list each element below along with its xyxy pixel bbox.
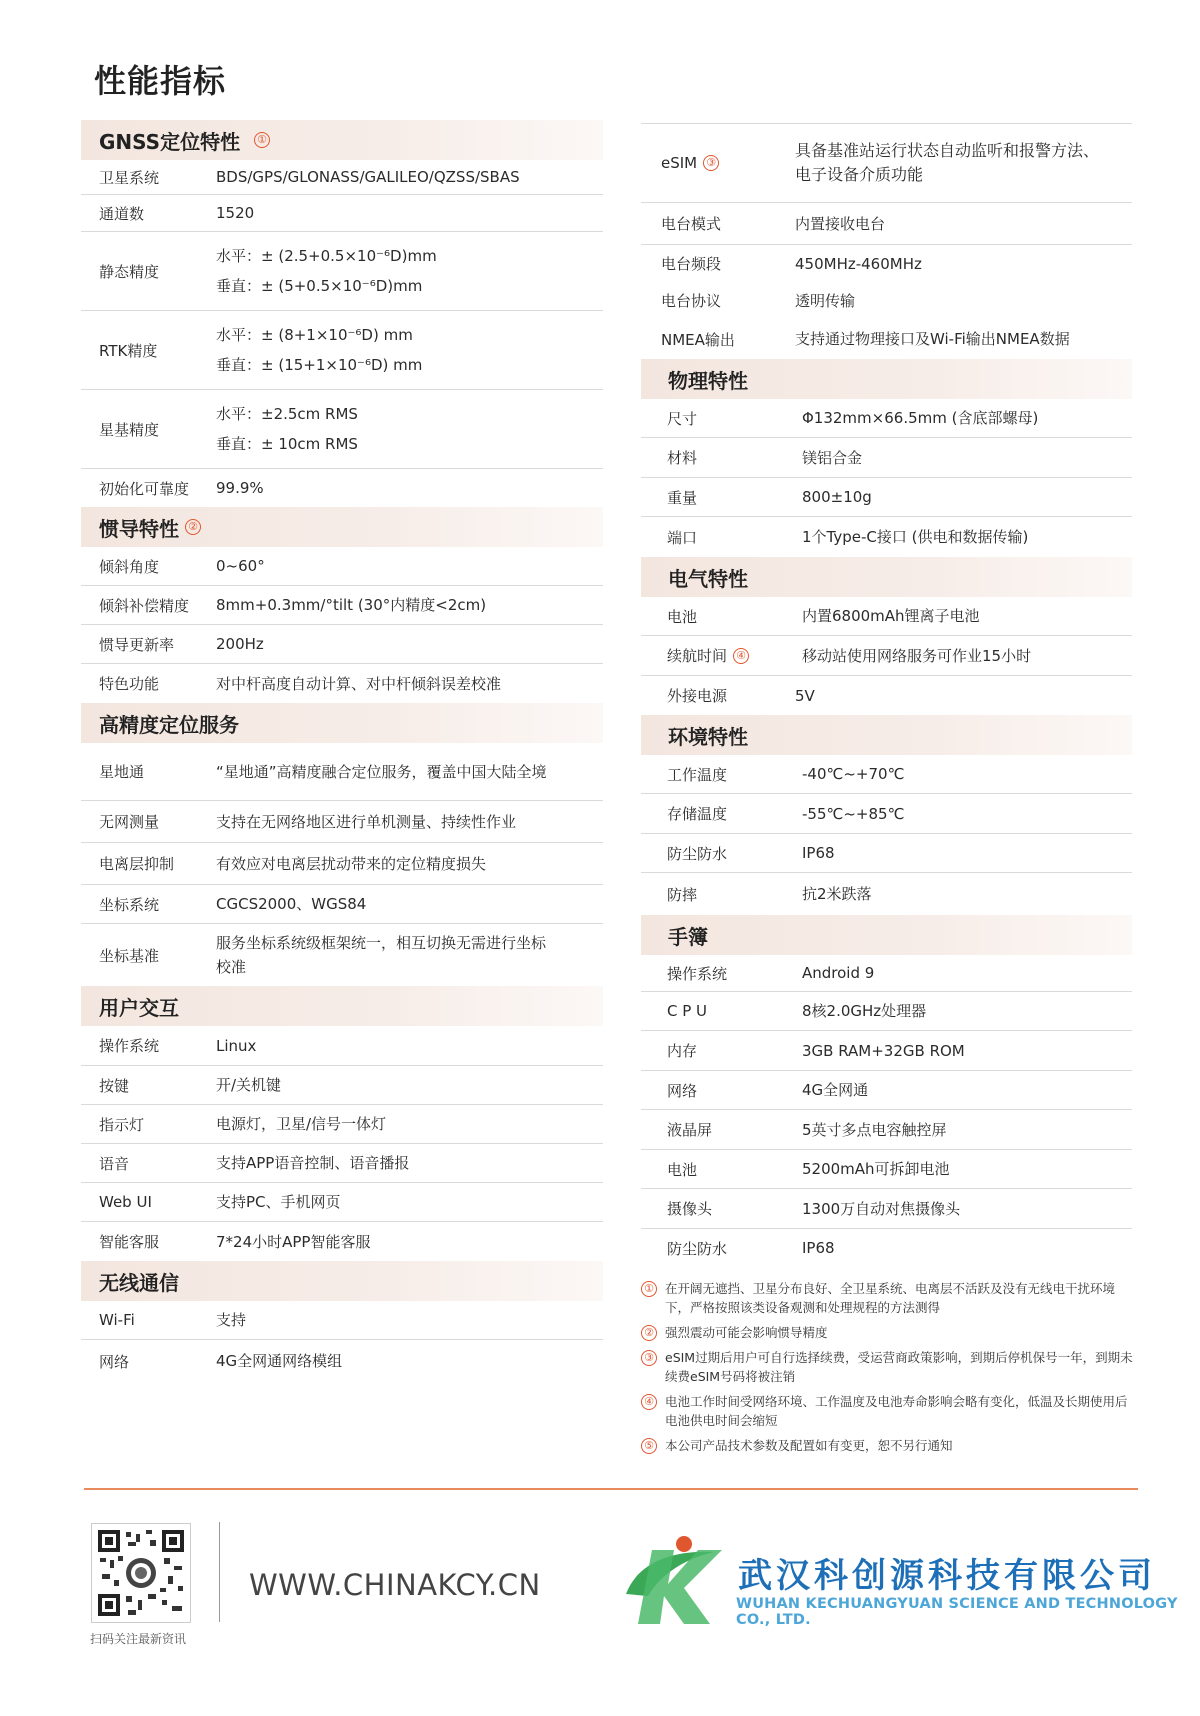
spec-value: 7*24小时APP智能客服 <box>216 1232 371 1251</box>
spec-row <box>641 399 1132 438</box>
spec-label: 按键 <box>99 1076 130 1095</box>
spec-row <box>641 794 1132 834</box>
spec-value: 0~60° <box>216 557 265 575</box>
spec-value: Φ132mm×66.5mm (含底部螺母) <box>802 409 1039 427</box>
spec-value: 1520 <box>216 204 255 222</box>
spec-label: 端口 <box>667 528 698 547</box>
spec-value <box>216 399 596 459</box>
spec-row <box>81 1105 603 1144</box>
section-physical <box>641 359 1132 399</box>
company-name-en: WUHAN KECHUANGYUAN SCIENCE AND TECHNOLOGY CO., LTD. <box>736 1596 1178 1628</box>
spec-value <box>216 320 596 380</box>
spec-label: 操作系统 <box>99 1037 160 1055</box>
spec-row <box>81 1301 603 1340</box>
section-title: 环境特性 <box>668 724 748 749</box>
spec-label: Web UI <box>99 1193 152 1211</box>
spec-value: IP68 <box>802 1239 835 1257</box>
spec-row <box>641 955 1132 992</box>
footnote-text: 强烈震动可能会影响惯导精度 <box>665 1325 828 1340</box>
spec-label: 坐标系统 <box>99 895 160 914</box>
spec-value: 支持在无网络地区进行单机测量、持续性作业 <box>216 812 517 831</box>
spec-label <box>641 645 802 666</box>
spec-row <box>641 1189 1132 1229</box>
spec-label: 通道数 <box>99 204 145 223</box>
spec-label: 倾斜角度 <box>99 557 160 576</box>
spec-row <box>641 124 1132 203</box>
section-wireless <box>81 1261 603 1301</box>
left-spec-column <box>81 120 603 1382</box>
spec-value: 有效应对电离层扰动带来的定位精度损失 <box>216 854 487 873</box>
spec-value-line: 垂直：± (5+0.5×10⁻⁶D)mm <box>216 277 423 295</box>
spec-row <box>81 924 603 986</box>
spec-label: RTK精度 <box>99 341 158 360</box>
spec-label <box>641 154 795 172</box>
spec-value: 电源灯，卫星/信号一体灯 <box>216 1115 387 1133</box>
footnote-marker: ③ <box>703 155 719 171</box>
spec-value: 内置6800mAh锂离子电池 <box>802 607 980 625</box>
spec-label: 网络 <box>99 1352 130 1371</box>
spec-value: 服务坐标系统级框架统一，相互切换无需进行坐标校准 <box>216 934 547 976</box>
spec-value-line: 水平：± (2.5+0.5×10⁻⁶D)mm <box>216 247 437 265</box>
spec-row <box>81 311 603 390</box>
spec-value: 镁铝合金 <box>802 448 863 467</box>
spec-label: 液晶屏 <box>667 1121 713 1139</box>
spec-value: 1个Type-C接口 (供电和数据传输) <box>802 528 1029 546</box>
spec-label: 卫星系统 <box>99 168 160 187</box>
spec-value: 200Hz <box>216 635 264 653</box>
spec-value: 抗2米跌落 <box>802 885 872 903</box>
spec-label: 惯导更新率 <box>99 635 175 654</box>
footnote <box>641 1392 1136 1430</box>
spec-row <box>641 676 1132 715</box>
spec-value: 5英寸多点电容触控屏 <box>802 1120 947 1139</box>
spec-value: 对中杆高度自动计算、对中杆倾斜误差校准 <box>216 674 502 693</box>
qr-code-graphic <box>98 1530 184 1616</box>
spec-label: 指示灯 <box>99 1115 145 1134</box>
spec-label: 电台协议 <box>661 292 722 310</box>
spec-value: 1300万自动对焦摄像头 <box>802 1199 961 1218</box>
spec-row <box>641 319 1132 359</box>
spec-row <box>81 586 603 625</box>
footnote-text: eSIM过期后用户可自行选择续费，受运营商政策影响，到期后停机保号一年，到期未续费eSIM号码将被注销 <box>665 1350 1133 1384</box>
footnote-marker: ① <box>254 132 270 148</box>
spec-label: 存储温度 <box>667 805 728 823</box>
spec-value-line: 水平：± (8+1×10⁻⁶D) mm <box>216 326 413 344</box>
section-title: 用户交互 <box>99 995 179 1020</box>
section-title: 无线通信 <box>99 1270 179 1295</box>
right-spec-column <box>641 123 1132 1267</box>
spec-row <box>81 547 603 586</box>
footnote-marker: ④ <box>733 648 749 664</box>
spec-value: 透明传输 <box>795 291 856 310</box>
spec-row <box>81 885 603 924</box>
spec-label: 摄像头 <box>667 1200 713 1218</box>
footnote-number: ② <box>641 1325 657 1341</box>
spec-row <box>641 1071 1132 1110</box>
spec-row <box>641 517 1132 557</box>
spec-row <box>641 1150 1132 1189</box>
section-title: 高精度定位服务 <box>99 712 239 737</box>
spec-label: 尺寸 <box>667 409 698 428</box>
spec-label: 内存 <box>667 1042 698 1060</box>
spec-label: 星地通 <box>99 763 145 781</box>
spec-row <box>81 1340 603 1382</box>
spec-value: 99.9% <box>216 479 264 497</box>
spec-label: 操作系统 <box>667 964 728 983</box>
spec-label: 智能客服 <box>99 1233 160 1251</box>
spec-row <box>81 232 603 311</box>
spec-row <box>641 203 1132 245</box>
spec-row <box>81 160 603 195</box>
company-logo-icon <box>618 1532 728 1626</box>
spec-row <box>81 801 603 843</box>
section-title: 电气特性 <box>668 566 748 591</box>
footnote <box>641 1279 1136 1317</box>
spec-row <box>641 597 1132 636</box>
section-handheld <box>641 915 1132 955</box>
spec-label: 外接电源 <box>667 687 728 705</box>
spec-value: 3GB RAM+32GB ROM <box>802 1041 965 1060</box>
spec-value: 4G全网通 <box>802 1081 869 1099</box>
footnote <box>641 1323 1136 1342</box>
spec-row <box>81 843 603 885</box>
spec-label: 电池 <box>667 1160 698 1179</box>
spec-value: Android 9 <box>802 964 875 982</box>
website-link[interactable]: WWW.CHINAKCY.CN <box>249 1568 541 1602</box>
footnote <box>641 1348 1136 1386</box>
section-ins <box>81 507 603 547</box>
spec-row <box>641 438 1132 478</box>
spec-value: 移动站使用网络服务可作业15小时 <box>802 646 1032 665</box>
page-title: 性能指标 <box>94 62 227 100</box>
spec-value: BDS/GPS/GLONASS/GALILEO/QZSS/SBAS <box>216 168 520 186</box>
spec-row <box>641 1110 1132 1150</box>
qr-caption: 扫码关注最新资讯 <box>90 1632 187 1646</box>
spec-row <box>641 282 1132 319</box>
section-title: 物理特性 <box>668 368 748 393</box>
spec-row <box>81 1183 603 1222</box>
section-title: GNSS定位特性 <box>99 129 241 154</box>
spec-row <box>81 625 603 664</box>
spec-label-text: eSIM <box>661 154 698 172</box>
spec-row <box>81 195 603 232</box>
spec-label: 电池 <box>667 607 698 626</box>
spec-label-text: 续航时间 <box>667 647 728 665</box>
spec-row <box>641 478 1132 517</box>
spec-value: CGCS2000、WGS84 <box>216 895 367 913</box>
spec-row <box>81 743 603 801</box>
spec-value <box>216 241 596 301</box>
spec-label: 特色功能 <box>99 675 160 693</box>
spec-row <box>81 1144 603 1183</box>
spec-value: -55℃~+85℃ <box>802 804 905 823</box>
spec-value: 4G全网通网络模组 <box>216 1352 343 1370</box>
spec-value: 具备基准站运行状态自动监听和报警方法、电子设备介质功能 <box>795 141 1100 184</box>
spec-row <box>641 1031 1132 1071</box>
footnote-text: 本公司产品技术参数及配置如有变更，恕不另行通知 <box>665 1438 953 1453</box>
qr-code[interactable] <box>91 1523 191 1623</box>
spec-label: 语音 <box>99 1154 130 1173</box>
spec-value: 450MHz-460MHz <box>795 254 922 273</box>
spec-row <box>641 1229 1132 1267</box>
footnote-marker: ② <box>185 519 201 535</box>
spec-label: 星基精度 <box>99 420 160 439</box>
footnote-number: ⑤ <box>641 1438 657 1454</box>
footer-separator <box>219 1522 220 1622</box>
footnotes <box>641 1279 1136 1461</box>
footnote <box>641 1436 1136 1455</box>
spec-value: 支持 <box>216 1311 247 1329</box>
spec-value-line: 垂直：± (15+1×10⁻⁶D) mm <box>216 356 423 374</box>
spec-value: -40℃~+70℃ <box>802 765 905 783</box>
section-gnss <box>81 120 603 160</box>
footer-divider <box>84 1488 1138 1490</box>
spec-value: 5200mAh可拆卸电池 <box>802 1160 950 1178</box>
spec-row <box>641 755 1132 794</box>
spec-value: 5V <box>795 686 815 705</box>
footnote-number: ① <box>641 1281 657 1297</box>
spec-value: IP68 <box>802 844 835 862</box>
section-hp-positioning <box>81 703 603 743</box>
spec-value: Linux <box>216 1036 257 1055</box>
spec-label: 静态精度 <box>99 262 160 281</box>
spec-row <box>81 664 603 703</box>
footnote-number: ③ <box>641 1350 657 1366</box>
spec-label: 网络 <box>667 1081 698 1100</box>
footnote-text: 在开阔无遮挡、卫星分布良好、全卫星系统、电离层不活跃及没有无线电干扰环境下，严格按照该类设备观测和处理规程的方法测得 <box>665 1281 1116 1315</box>
spec-row <box>81 1026 603 1066</box>
spec-label: 防摔 <box>667 885 698 904</box>
spec-row <box>641 834 1132 873</box>
spec-value: 开/关机键 <box>216 1076 282 1094</box>
spec-row <box>641 873 1132 915</box>
footnote-number: ④ <box>641 1394 657 1410</box>
spec-label: 重量 <box>667 488 698 507</box>
spec-value: 支持通过物理接口及Wi-Fi输出NMEA数据 <box>795 330 1070 348</box>
spec-value: “星地通”高精度融合定位服务，覆盖中国大陆全境 <box>216 762 547 781</box>
section-environment <box>641 715 1132 755</box>
spec-label: 材料 <box>667 449 698 467</box>
spec-label: 防尘防水 <box>667 844 728 863</box>
spec-row <box>641 245 1132 282</box>
spec-value: 8核2.0GHz处理器 <box>802 1002 927 1020</box>
spec-label: 防尘防水 <box>667 1239 728 1258</box>
spec-label: Wi-Fi <box>99 1311 135 1329</box>
spec-label: 电台模式 <box>661 215 722 233</box>
section-title: 手簿 <box>668 924 708 949</box>
spec-label: 电离层抑制 <box>99 855 175 873</box>
spec-value: 支持APP语音控制、语音播报 <box>216 1154 410 1172</box>
section-electrical <box>641 557 1132 597</box>
section-user-interaction <box>81 986 603 1026</box>
spec-label: 倾斜补偿精度 <box>99 596 190 615</box>
section-title: 惯导特性 <box>99 516 179 541</box>
footnote-text: 电池工作时间受网络环境、工作温度及电池寿命影响会略有变化，低温及长期使用后电池供电时间会缩短 <box>665 1394 1128 1428</box>
spec-label: 电台频段 <box>661 255 722 273</box>
spec-label: C P U <box>667 1002 708 1020</box>
spec-value: 8mm+0.3mm/°tilt (30°内精度<2cm) <box>216 596 487 614</box>
spec-label: 工作温度 <box>667 765 728 784</box>
spec-row <box>81 469 603 507</box>
spec-row <box>641 992 1132 1031</box>
spec-label: NMEA输出 <box>661 330 735 349</box>
company-name-cn: 武汉科创源科技有限公司 <box>738 1556 1156 1596</box>
spec-label: 无网测量 <box>99 813 160 831</box>
spec-label: 坐标基准 <box>99 946 160 965</box>
spec-row <box>641 636 1132 676</box>
spec-value: 内置接收电台 <box>795 214 886 233</box>
spec-value-line: 垂直：± 10cm RMS <box>216 435 358 453</box>
spec-value: 800±10g <box>802 488 872 506</box>
spec-label: 初始化可靠度 <box>99 479 190 498</box>
spec-row <box>81 1066 603 1105</box>
spec-row <box>81 390 603 469</box>
spec-row <box>81 1222 603 1261</box>
spec-value-line: 水平：±2.5cm RMS <box>216 405 358 423</box>
spec-value: 支持PC、手机网页 <box>216 1193 341 1211</box>
